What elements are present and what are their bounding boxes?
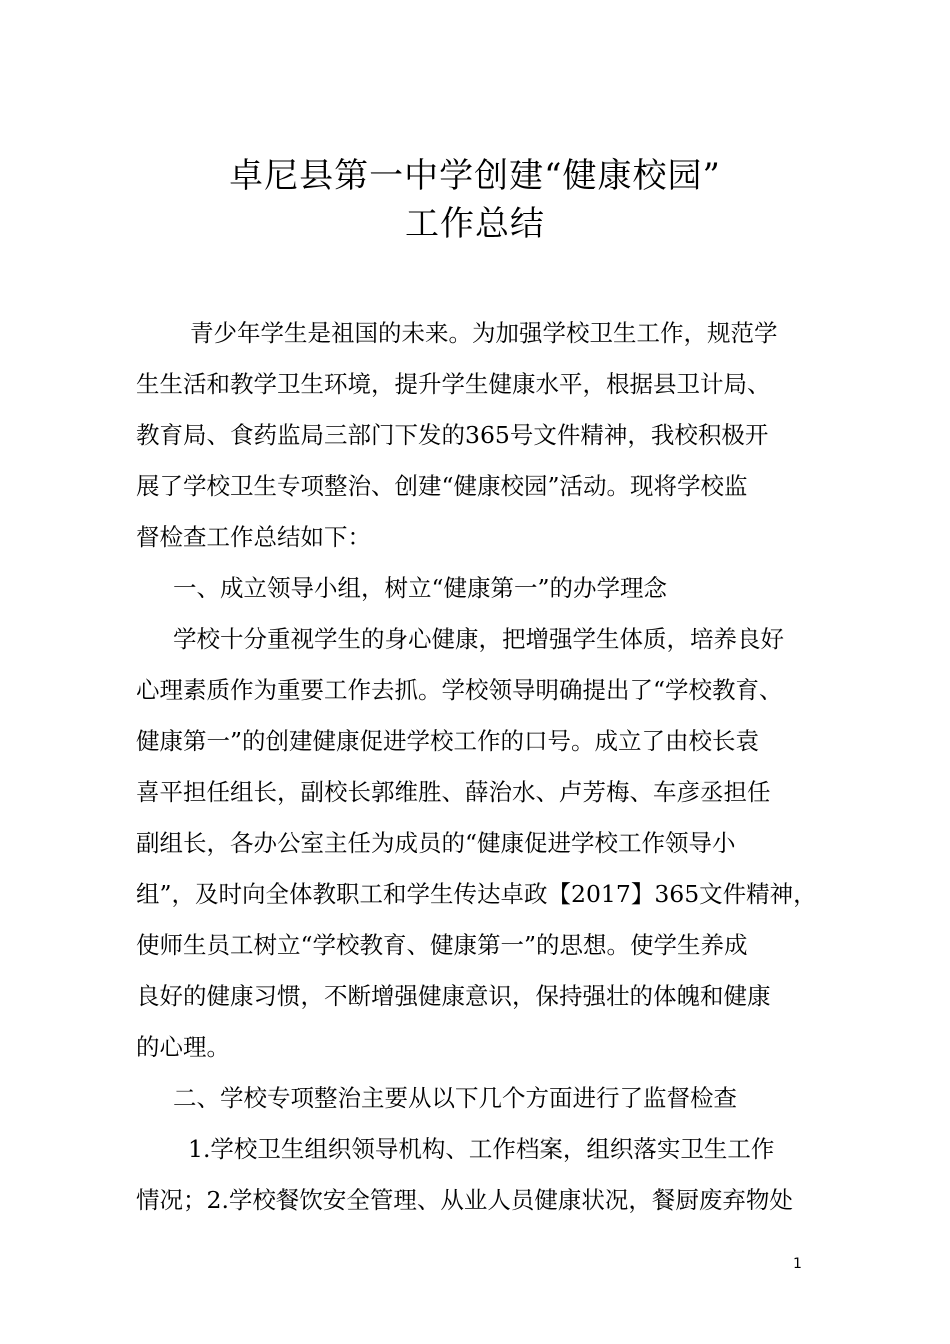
intro-line: 展了学校卫生专项整治、创建“健康校园”活动。现将学校监 — [136, 472, 748, 500]
document-title-line-1: 卓尼县第一中学创建“健康校园” — [229, 156, 721, 196]
section-1-line: 使师生员工树立“学校教育、健康第一”的思想。使学生养成 — [136, 931, 748, 959]
section-1-line: 学校十分重视学生的身心健康，把增强学生体质，培养良好 — [173, 625, 784, 653]
section-1-heading: 一、成立领导小组，树立“健康第一”的办学理念 — [173, 574, 668, 602]
section-1-line: 心理素质作为重要工作去抓。学校领导明确提出了“学校教育、 — [136, 676, 783, 704]
intro-line: 生生活和教学卫生环境，提升学生健康水平，根据县卫计局、 — [136, 370, 771, 398]
section-1-line: 良好的健康习惯，不断增强健康意识，保持强壮的体魄和健康 — [136, 982, 771, 1010]
document-title-line-2: 工作总结 — [405, 204, 545, 244]
section-1-line: 的心理。 — [136, 1033, 230, 1061]
section-2-heading: 二、学校专项整治主要从以下几个方面进行了监督检查 — [173, 1084, 737, 1112]
section-1-line: 健康第一”的创建健康促进学校工作的口号。成立了由校长袁 — [136, 727, 760, 755]
page-number: 1 — [793, 1256, 802, 1272]
document-body — [136, 308, 836, 1226]
section-2-line: 情况；2.学校餐饮安全管理、从业人员健康状况，餐厨废弃物处 — [136, 1186, 793, 1214]
intro-line: 督检查工作总结如下： — [136, 523, 371, 551]
section-1-line: 喜平担任组长，副校长郭维胜、薛治水、卢芳梅、车彦丞担任 — [136, 778, 771, 806]
section-1-line: 组”，及时向全体教职工和学生传达卓政【2017】365文件精神， — [136, 880, 817, 908]
section-2-line: 1.学校卫生组织领导机构、工作档案，组织落实卫生工作 — [188, 1135, 775, 1163]
section-1-line: 副组长，各办公室主任为成员的“健康促进学校工作领导小 — [136, 829, 736, 857]
intro-line: 青少年学生是祖国的未来。为加强学校卫生工作，规范学 — [190, 319, 778, 347]
intro-line: 教育局、食药监局三部门下发的365号文件精神，我校积极开 — [136, 421, 769, 449]
